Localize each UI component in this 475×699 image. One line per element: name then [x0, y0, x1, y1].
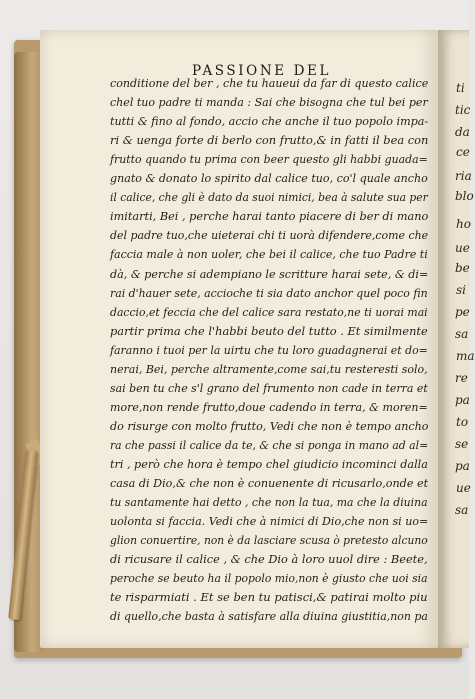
text-line: tu santamente hai detto , che non la tua, ma che la diuina: [110, 495, 428, 510]
text-line: chel tuo padre ti manda : Sai che bisogna che tul bei per: [110, 95, 428, 110]
running-head: PASSIONE DEL: [192, 63, 332, 79]
right-page-fragment: sa: [455, 503, 469, 517]
text-line: partir prima che l'habbi beuto del tutto . Et similmente: [110, 323, 428, 338]
text-line: di ricusare il calice , & che Dio à loro uuol dire : Beete,: [110, 552, 428, 567]
right-page-fragment: ue: [455, 241, 470, 255]
text-line: faranno i tuoi per la uirtu che tu loro guadagnerai et do=: [110, 342, 428, 357]
text-line: il calice, che gli è dato da suoi nimici, bea à salute sua per: [110, 190, 428, 205]
right-page-fragment: ce: [456, 145, 470, 159]
right-page-fragment: ho: [456, 217, 471, 231]
text-line: ri & uenga forte di berlo con frutto,& in fatti il bea con: [110, 133, 429, 148]
right-page-fragment: ue: [456, 481, 471, 495]
text-line: casa di Dio,& che non è conuenente di ricusarlo,onde et: [110, 476, 429, 491]
right-page-fragment: ti: [456, 81, 465, 95]
right-page-edge: [438, 30, 475, 648]
text-line: di quello,che basta à satisfare alla diuina giustitia,non pa: [110, 609, 428, 624]
text-line: rai d'hauer sete, accioche ti sia dato anchor quel poco fin: [110, 285, 428, 300]
text-line: ra che passi il calice da te, & che si ponga in mano ad al=: [110, 437, 429, 452]
text-line: imitarti, Bei , perche harai tanto piacere di ber di mano: [110, 209, 429, 224]
text-line: faccia male à non uoler, che bei il calice, che tuo Padre ti: [110, 247, 428, 262]
right-page-fragment: pa: [455, 459, 470, 473]
right-page-fragment: da: [455, 125, 470, 139]
right-page-fragment: ria: [455, 169, 472, 183]
right-page-fragment: ma: [456, 349, 475, 363]
text-line: del padre tuo,che uieterai chi ti uorà difendere,come che: [110, 228, 429, 243]
text-line: te risparmiati . Et se ben tu patisci,& patirai molto piu: [110, 590, 428, 605]
text-line: gnato & donato lo spirito dal calice tuo, co'l quale ancho: [110, 171, 428, 186]
text-line: dà, & perche si adempiano le scritture harai sete, & di=: [110, 266, 429, 281]
right-page-fragment: sa: [455, 327, 469, 341]
text-line: conditione del ber , che tu haueui da far di questo calice: [110, 76, 429, 90]
right-page-fragment: re: [455, 371, 468, 385]
text-line: frutto quando tu prima con beer questo gli habbi guada=: [110, 152, 428, 167]
text-line: more,non rende frutto,doue cadendo in terra, & moren=: [110, 399, 428, 414]
text-line: peroche se beuto ha il popolo mio,non è giusto che uoi sia: [110, 571, 428, 586]
right-page-fragment: tic: [455, 103, 471, 117]
right-page-fragment: pa: [455, 393, 470, 407]
text-line: daccio,et feccia che del calice sara restato,ne ti uorai mai: [110, 304, 428, 319]
text-line: tutti & fino al fondo, accio che anche il tuo popolo impa-: [110, 114, 429, 129]
right-page-fragment: pe: [455, 305, 470, 319]
right-page-fragment: blo: [455, 189, 474, 203]
right-page-fragment: be: [455, 261, 470, 275]
text-line: glion conuertire, non è da lasciare scusa ò pretesto alcuno: [110, 533, 428, 548]
text-line: sai ben tu che s'l grano del frumento non cade in terra et: [110, 380, 428, 395]
right-page-fragment: si: [456, 283, 466, 297]
right-page-fragment: to: [456, 415, 469, 429]
text-line: uolonta si faccia. Vedi che à nimici di Dio,che non si uo=: [110, 514, 429, 529]
text-line: nerai, Bei, perche altramente,come sai,tu resteresti solo,: [110, 361, 428, 376]
text-line: tri , però che hora è tempo chel giudicio incominci dalla: [110, 457, 428, 471]
text-line: do risurge con molto frutto, Vedi che non è tempo ancho: [110, 418, 429, 433]
right-page-fragment: se: [455, 437, 469, 451]
